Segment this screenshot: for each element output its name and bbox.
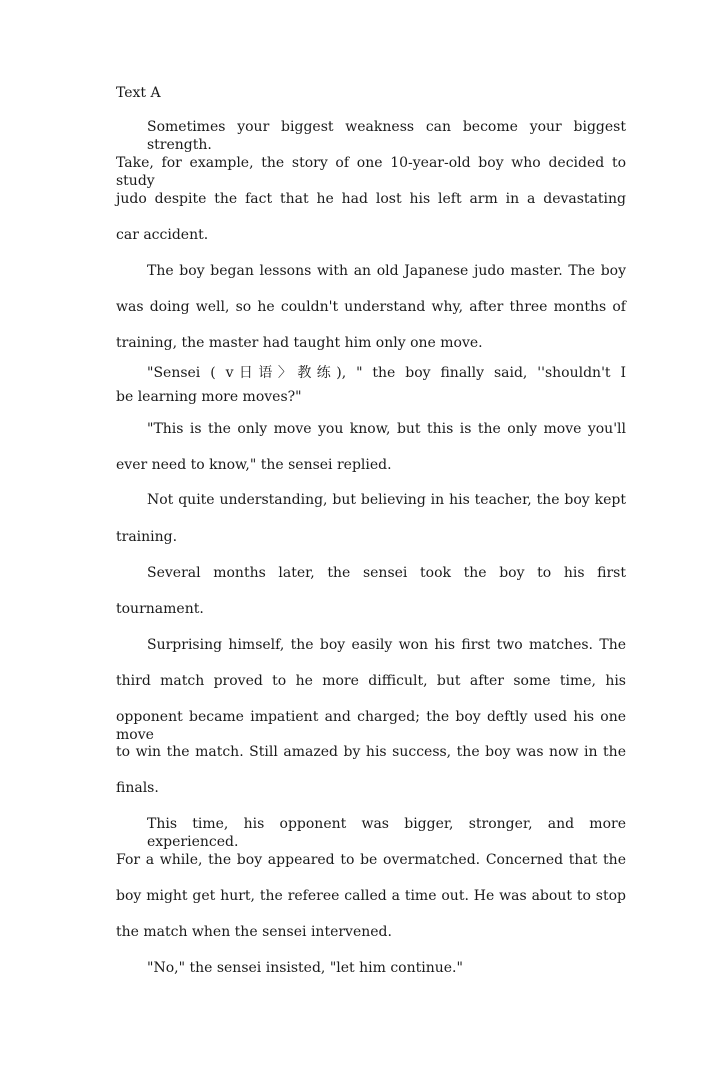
paragraph-1-line-4: car accident.	[116, 227, 209, 243]
paragraph-5-line-2: training.	[116, 529, 178, 545]
paragraph-2-line-3: training, the master had taught him only one move.	[116, 335, 483, 351]
paragraph-6-line-1: Several months later, the sensei took the boy to his first	[147, 565, 626, 581]
paragraph-7-line-5: finals.	[116, 780, 159, 796]
paragraph-8-line-4: the match when the sensei intervened.	[116, 924, 392, 940]
paragraph-7-line-2: third match proved to he more difficult, but after some time, his	[116, 673, 626, 689]
paragraph-7-line-1: Surprising himself, the boy easily won his first two matches. The	[147, 637, 626, 653]
paragraph-9-line-1: "No," the sensei insisted, "let him continue."	[147, 960, 463, 976]
paragraph-1-line-2: Take, for example, the story of one 10-year-old boy who decided to study	[116, 155, 626, 189]
section-heading: Text A	[116, 85, 161, 101]
paragraph-7-line-4: to win the match. Still amazed by his success, the boy was now in the	[116, 744, 626, 760]
paragraph-7-line-3: opponent became impatient and charged; the boy deftly used his one move	[116, 709, 626, 743]
paragraph-8-line-1: This time, his opponent was bigger, stronger, and more experienced.	[147, 816, 626, 850]
paragraph-8-line-3: boy might get hurt, the referee called a time out. He was about to stop	[116, 888, 626, 904]
paragraph-4-line-2: ever need to know," the sensei replied.	[116, 457, 392, 473]
paragraph-1-line-3: judo despite the fact that he had lost his left arm in a devastating	[116, 191, 626, 207]
paragraph-5-line-1: Not quite understanding, but believing in his teacher, the boy kept	[147, 492, 626, 508]
paragraph-4-line-1: "This is the only move you know, but this is the only move you'll	[147, 421, 626, 437]
paragraph-8-line-2: For a while, the boy appeared to be overmatched. Concerned that the	[116, 852, 626, 868]
paragraph-3-line-2: be learning more moves?"	[116, 389, 302, 405]
paragraph-2-line-1: The boy began lessons with an old Japanese judo master. The boy	[147, 263, 626, 279]
paragraph-2-line-2: was doing well, so he couldn't understand why, after three months of	[116, 299, 626, 315]
paragraph-6-line-2: tournament.	[116, 601, 204, 617]
paragraph-3-line-1: "Sensei ( v日语〉教练), " the boy finally said, ''shouldn't I	[147, 365, 626, 381]
paragraph-1-line-1: Sometimes your biggest weakness can become your biggest strength.	[147, 119, 626, 153]
